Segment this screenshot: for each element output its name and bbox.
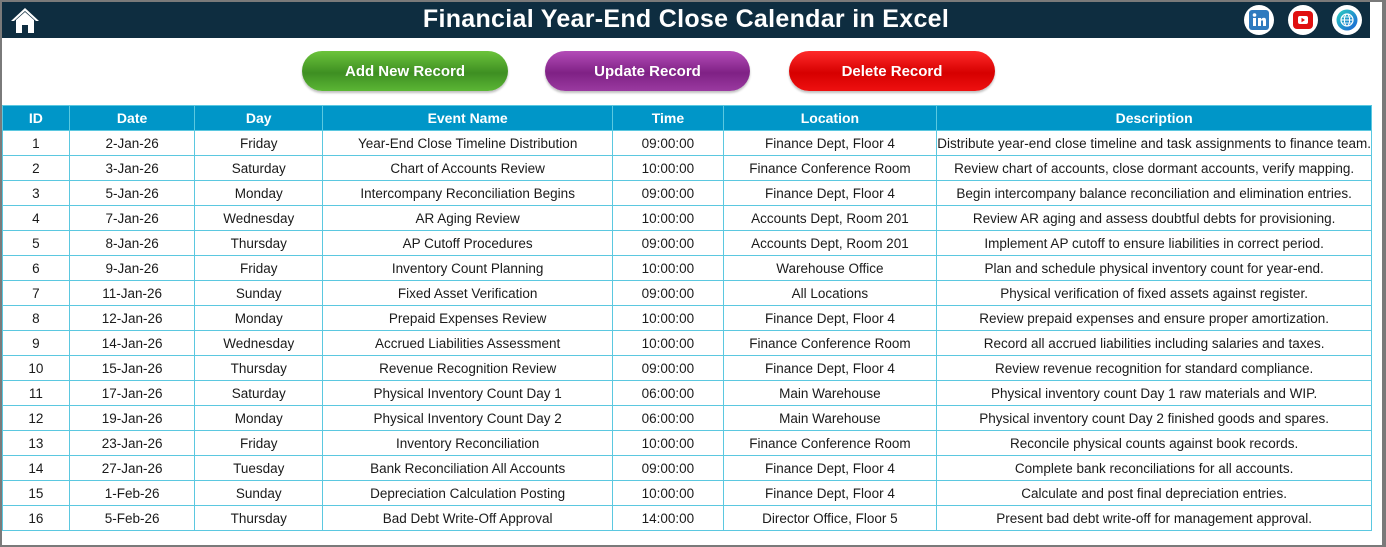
window-margin <box>1372 2 1382 545</box>
cell-time[interactable]: 09:00:00 <box>613 356 723 381</box>
cell-id[interactable]: 6 <box>3 256 70 281</box>
cell-day[interactable]: Wednesday <box>195 331 323 356</box>
cell-id[interactable]: 5 <box>3 231 70 256</box>
cell-event-name[interactable]: Intercompany Reconciliation Begins <box>323 181 613 206</box>
page-title: Financial Year-End Close Calendar in Excel <box>422 5 950 33</box>
cell-location[interactable]: Finance Dept, Floor 4 <box>723 181 937 206</box>
cell-event-name[interactable]: Inventory Count Planning <box>323 256 613 281</box>
description-text: Begin intercompany balance reconciliation and elimination entries. <box>956 185 1352 201</box>
cell-time[interactable]: 09:00:00 <box>613 181 723 206</box>
cell-date[interactable]: 19-Jan-26 <box>69 406 195 431</box>
cell-description[interactable] <box>937 181 1372 206</box>
cell-time[interactable]: 10:00:00 <box>613 256 723 281</box>
table-row[interactable] <box>3 331 1372 356</box>
cell-date[interactable]: 5-Feb-26 <box>69 506 195 531</box>
cell-date[interactable]: 5-Jan-26 <box>69 181 195 206</box>
cell-time[interactable]: 09:00:00 <box>613 456 723 481</box>
cell-date[interactable]: 14-Jan-26 <box>69 331 195 356</box>
add-new-record-button[interactable]: Add New Record <box>302 51 508 91</box>
cell-event-name[interactable]: Physical Inventory Count Day 1 <box>323 381 613 406</box>
table-row[interactable] <box>3 306 1372 331</box>
cell-date[interactable]: 8-Jan-26 <box>69 231 195 256</box>
column-header-date[interactable]: Date <box>69 106 195 131</box>
cell-time[interactable]: 10:00:00 <box>613 206 723 231</box>
cell-id[interactable]: 13 <box>3 431 70 456</box>
description-text: Physical verification of fixed assets against register. <box>1000 285 1308 301</box>
cell-event-name[interactable]: AP Cutoff Procedures <box>323 231 613 256</box>
cell-location[interactable]: Finance Conference Room <box>723 431 937 456</box>
cell-location[interactable]: Accounts Dept, Room 201 <box>723 231 937 256</box>
title-bar <box>2 2 1370 38</box>
cell-time[interactable]: 09:00:00 <box>613 131 723 156</box>
cell-id[interactable]: 11 <box>3 381 70 406</box>
cell-event-name[interactable]: AR Aging Review <box>323 206 613 231</box>
description-text: Physical inventory count Day 1 raw materials and WIP. <box>991 385 1318 401</box>
cell-id[interactable]: 14 <box>3 456 70 481</box>
cell-location[interactable]: Main Warehouse <box>723 406 937 431</box>
cell-day[interactable]: Monday <box>195 306 323 331</box>
cell-time[interactable]: 14:00:00 <box>613 506 723 531</box>
cell-day[interactable]: Thursday <box>195 231 323 256</box>
cell-date[interactable]: 23-Jan-26 <box>69 431 195 456</box>
linkedin-button[interactable] <box>1244 5 1274 35</box>
description-text: Complete bank reconciliations for all accounts. <box>1014 460 1294 476</box>
description-text: Review revenue recognition for standard compliance. <box>995 360 1314 376</box>
description-text: Review chart of accounts, close dormant accounts, verify mapping. <box>954 160 1355 176</box>
description-text: Present bad debt write-off for management approval. <box>996 510 1312 526</box>
description-text: Reconcile physical counts against book records. <box>1010 435 1299 451</box>
column-header-day[interactable]: Day <box>195 106 323 131</box>
cell-description[interactable] <box>937 156 1372 181</box>
cell-day[interactable]: Thursday <box>195 356 323 381</box>
table-row[interactable] <box>3 356 1372 381</box>
cell-time[interactable]: 10:00:00 <box>613 431 723 456</box>
cell-event-name[interactable]: Year-End Close Timeline Distribution <box>323 131 613 156</box>
cell-event-name[interactable]: Bad Debt Write-Off Approval <box>323 506 613 531</box>
cell-event-name[interactable]: Fixed Asset Verification <box>323 281 613 306</box>
cell-time[interactable]: 06:00:00 <box>613 381 723 406</box>
cell-id[interactable]: 16 <box>3 506 70 531</box>
cell-id[interactable]: 4 <box>3 206 70 231</box>
youtube-icon <box>1293 10 1313 30</box>
cell-day[interactable]: Monday <box>195 406 323 431</box>
cell-id[interactable]: 8 <box>3 306 70 331</box>
table-header-row <box>3 106 1372 131</box>
cell-description[interactable] <box>937 331 1372 356</box>
cell-id[interactable]: 2 <box>3 156 70 181</box>
cell-event-name[interactable]: Prepaid Expenses Review <box>323 306 613 331</box>
cell-event-name[interactable]: Bank Reconciliation All Accounts <box>323 456 613 481</box>
cell-event-name[interactable]: Revenue Recognition Review <box>323 356 613 381</box>
cell-id[interactable]: 10 <box>3 356 70 381</box>
table-row[interactable] <box>3 406 1372 431</box>
cell-location[interactable]: Accounts Dept, Room 201 <box>723 206 937 231</box>
youtube-button[interactable] <box>1288 5 1318 35</box>
cell-description[interactable] <box>937 231 1372 256</box>
cell-location[interactable]: Finance Dept, Floor 4 <box>723 306 937 331</box>
cell-location[interactable]: Finance Dept, Floor 4 <box>723 356 937 381</box>
cell-date[interactable]: 17-Jan-26 <box>69 381 195 406</box>
cell-description[interactable] <box>937 206 1372 231</box>
table-row[interactable] <box>3 431 1372 456</box>
cell-time[interactable]: 06:00:00 <box>613 406 723 431</box>
cell-time[interactable]: 09:00:00 <box>613 281 723 306</box>
cell-description[interactable] <box>937 256 1372 281</box>
cell-date[interactable]: 9-Jan-26 <box>69 256 195 281</box>
cell-event-name[interactable]: Physical Inventory Count Day 2 <box>323 406 613 431</box>
table-row[interactable] <box>3 506 1372 531</box>
cell-date[interactable]: 11-Jan-26 <box>69 281 195 306</box>
cell-day[interactable]: Saturday <box>195 381 323 406</box>
table-body <box>3 131 1372 531</box>
cell-id[interactable]: 15 <box>3 481 70 506</box>
cell-id[interactable]: 1 <box>3 131 70 156</box>
cell-location[interactable]: Finance Dept, Floor 4 <box>723 481 937 506</box>
cell-day[interactable]: Friday <box>195 431 323 456</box>
description-text: Calculate and post final depreciation entries. <box>1021 485 1287 501</box>
cell-event-name[interactable]: Inventory Reconciliation <box>323 431 613 456</box>
table-row[interactable] <box>3 131 1372 156</box>
cell-day[interactable]: Thursday <box>195 506 323 531</box>
cell-description[interactable] <box>937 356 1372 381</box>
cell-description[interactable] <box>937 281 1372 306</box>
cell-event-name[interactable]: Chart of Accounts Review <box>323 156 613 181</box>
cell-id[interactable]: 12 <box>3 406 70 431</box>
cell-id[interactable]: 3 <box>3 181 70 206</box>
cell-date[interactable]: 1-Feb-26 <box>69 481 195 506</box>
cell-time[interactable]: 10:00:00 <box>613 331 723 356</box>
events-table <box>2 105 1372 531</box>
cell-location[interactable]: All Locations <box>723 281 937 306</box>
table-row[interactable] <box>3 281 1372 306</box>
cell-time[interactable]: 10:00:00 <box>613 156 723 181</box>
cell-date[interactable]: 3-Jan-26 <box>69 156 195 181</box>
cell-time[interactable]: 10:00:00 <box>613 481 723 506</box>
linkedin-icon <box>1249 10 1269 30</box>
cell-date[interactable]: 2-Jan-26 <box>69 131 195 156</box>
cell-description[interactable] <box>937 431 1372 456</box>
cell-day[interactable]: Sunday <box>195 481 323 506</box>
cell-day[interactable]: Monday <box>195 181 323 206</box>
cell-description[interactable] <box>937 406 1372 431</box>
table-row[interactable] <box>3 481 1372 506</box>
cell-day[interactable]: Saturday <box>195 156 323 181</box>
column-header-description[interactable]: Description <box>937 106 1372 131</box>
table-row[interactable] <box>3 156 1372 181</box>
table-row[interactable] <box>3 231 1372 256</box>
cell-description[interactable] <box>937 456 1372 481</box>
column-header-id[interactable]: ID <box>3 106 70 131</box>
cell-day[interactable]: Friday <box>195 131 323 156</box>
description-text: Review prepaid expenses and ensure proper amortization. <box>979 310 1329 326</box>
cell-date[interactable]: 15-Jan-26 <box>69 356 195 381</box>
cell-day[interactable]: Tuesday <box>195 456 323 481</box>
table-row[interactable] <box>3 456 1372 481</box>
column-header-location[interactable]: Location <box>723 106 937 131</box>
column-header-time[interactable]: Time <box>613 106 723 131</box>
column-header-event-name[interactable]: Event Name <box>323 106 613 131</box>
delete-record-button[interactable]: Delete Record <box>789 51 995 91</box>
description-text: Review AR aging and assess doubtful debts for provisioning. <box>972 210 1336 226</box>
cell-description[interactable] <box>937 381 1372 406</box>
app-window <box>2 2 1372 545</box>
cell-time[interactable]: 10:00:00 <box>613 306 723 331</box>
cell-location[interactable]: Director Office, Floor 5 <box>723 506 937 531</box>
cell-day[interactable]: Wednesday <box>195 206 323 231</box>
description-text: Physical inventory count Day 2 finished goods and spares. <box>979 410 1329 426</box>
cell-event-name[interactable]: Accrued Liabilities Assessment <box>323 331 613 356</box>
table-row[interactable] <box>3 206 1372 231</box>
cell-description[interactable] <box>937 131 1372 156</box>
cell-id[interactable]: 7 <box>3 281 70 306</box>
cell-location[interactable]: Finance Conference Room <box>723 331 937 356</box>
cell-description[interactable] <box>937 481 1372 506</box>
cell-location[interactable]: Finance Conference Room <box>723 156 937 181</box>
cell-time[interactable]: 09:00:00 <box>613 231 723 256</box>
cell-location[interactable]: Warehouse Office <box>723 256 937 281</box>
cell-location[interactable]: Main Warehouse <box>723 381 937 406</box>
cell-date[interactable]: 7-Jan-26 <box>69 206 195 231</box>
cell-day[interactable]: Sunday <box>195 281 323 306</box>
table-row[interactable] <box>3 181 1372 206</box>
cell-description[interactable] <box>937 506 1372 531</box>
cell-description[interactable] <box>937 306 1372 331</box>
website-button[interactable] <box>1332 5 1362 35</box>
cell-location[interactable]: Finance Dept, Floor 4 <box>723 131 937 156</box>
cell-date[interactable]: 12-Jan-26 <box>69 306 195 331</box>
cell-event-name[interactable]: Depreciation Calculation Posting <box>323 481 613 506</box>
table-row[interactable] <box>3 381 1372 406</box>
update-record-button[interactable]: Update Record <box>545 51 750 91</box>
cell-id[interactable]: 9 <box>3 331 70 356</box>
description-text: Record all accrued liabilities including salaries and taxes. <box>983 335 1325 351</box>
cell-day[interactable]: Friday <box>195 256 323 281</box>
globe-icon <box>1336 9 1358 31</box>
description-text: Implement AP cutoff to ensure liabilities in correct period. <box>984 235 1324 251</box>
cell-date[interactable]: 27-Jan-26 <box>69 456 195 481</box>
cell-location[interactable]: Finance Dept, Floor 4 <box>723 456 937 481</box>
description-text: Distribute year-end close timeline and task assignments to finance team. <box>937 135 1371 151</box>
description-text: Plan and schedule physical inventory count for year-end. <box>984 260 1324 276</box>
table-row[interactable] <box>3 256 1372 281</box>
